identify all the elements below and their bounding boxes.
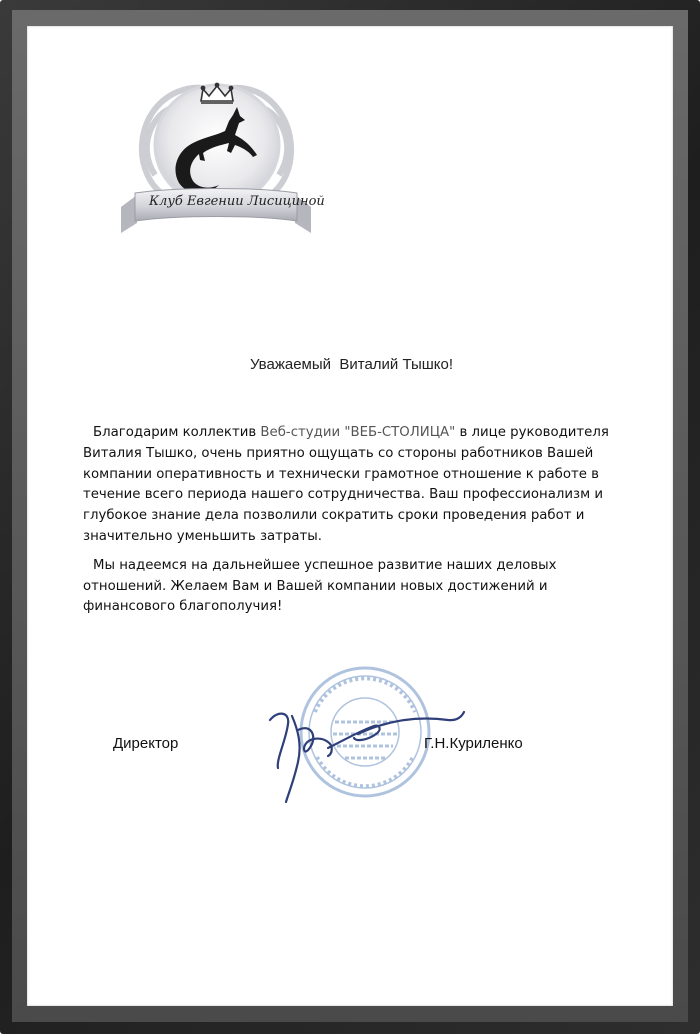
body-paragraph-2: Мы надеемся на дальнейшее успешное развитие наших деловых отношений. Желаем Вам и Вашей компании новых достижений и финансового благополучия! bbox=[83, 557, 557, 615]
club-logo bbox=[107, 57, 325, 247]
signatory-name: Г.Н.Куриленко bbox=[424, 735, 523, 752]
body-paragraph-1 bbox=[83, 423, 643, 548]
studio-name: Веб-студии "ВЕБ-СТОЛИЦА" bbox=[260, 425, 456, 440]
para1-start: Благодарим коллектив bbox=[93, 425, 261, 440]
club-logo-graphic bbox=[107, 57, 325, 247]
signatory-role: Директор bbox=[113, 735, 179, 752]
letter-greeting: Уважаемый Виталий Тышко! bbox=[250, 356, 454, 373]
letter-body bbox=[83, 423, 643, 618]
para1-rest: в лице руководителя Виталия Тышко, очень приятно ощущать со стороны работников Вашей компании оперативность и технически грамотное отношение к работе в течение всего периода нашего сотрудничества. Ваш профессионализм и глубокое знание дела позволили сократить сроки проведения работ и значительно уменьшить затраты. bbox=[83, 425, 609, 544]
club-logo-label: Клуб Евгении Лисициной bbox=[149, 194, 325, 209]
